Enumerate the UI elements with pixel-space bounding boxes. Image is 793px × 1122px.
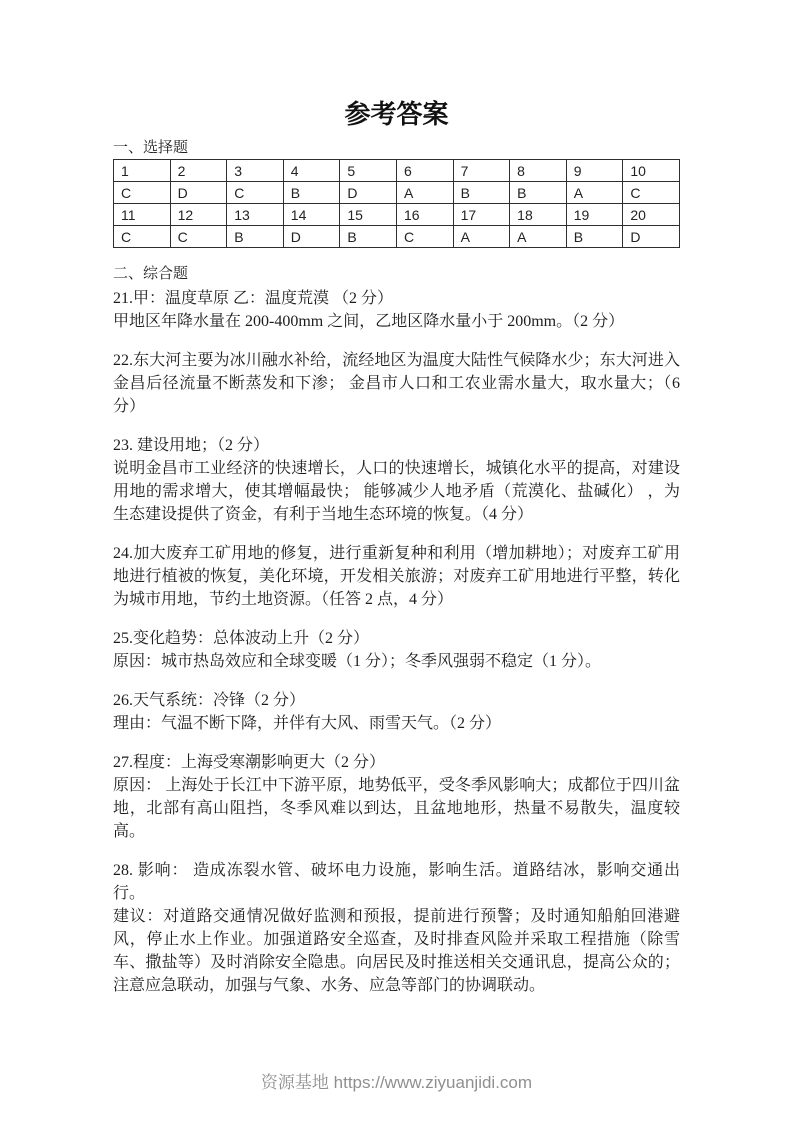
table-cell: 3 bbox=[227, 160, 284, 182]
table-cell: 9 bbox=[566, 160, 623, 182]
table-cell: A bbox=[510, 226, 567, 248]
comprehensive-answers bbox=[113, 287, 680, 997]
table-cell: D bbox=[623, 226, 680, 248]
answer-text: 22.东大河主要为冰川融水补给，流经地区为温度大陆性气候降水少；东大河进入金昌后径流量不断蒸发和下渗； 金昌市人口和工农业需水量大，取水量大；（6 分） bbox=[113, 352, 680, 415]
table-cell: 13 bbox=[227, 204, 284, 226]
table-cell: B bbox=[510, 182, 567, 204]
answer-block-27 bbox=[113, 751, 680, 843]
table-cell: A bbox=[453, 226, 510, 248]
answer-text: 建议：对道路交通情况做好监测和预报，提前进行预警；及时通知船舶回港避风，停止水上作业。加强道路安全巡查，及时排查风险并采取工程措施（除雪车、撒盐等）及时消除安全隐患。向居民及时推送相关交通讯息，提高公众的；注意应急联动，加强与气象、水务、应急等部门的协调联动。 bbox=[113, 908, 680, 994]
table-cell: A bbox=[566, 182, 623, 204]
table-cell: B bbox=[283, 182, 340, 204]
table-cell: 17 bbox=[453, 204, 510, 226]
answer-block-24 bbox=[113, 542, 680, 611]
table-cell: 8 bbox=[510, 160, 567, 182]
table-cell: 14 bbox=[283, 204, 340, 226]
table-cell: B bbox=[453, 182, 510, 204]
answer-text: 25.变化趋势：总体波动上升（2 分） bbox=[113, 630, 370, 647]
document-content bbox=[113, 0, 680, 1013]
answer-block-28 bbox=[113, 859, 680, 997]
table-cell: C bbox=[623, 182, 680, 204]
table-row bbox=[114, 182, 680, 204]
table-cell: D bbox=[170, 182, 227, 204]
table-cell: 2 bbox=[170, 160, 227, 182]
answer-block-21 bbox=[113, 287, 680, 333]
table-cell: B bbox=[340, 226, 397, 248]
table-cell: B bbox=[566, 226, 623, 248]
table-cell: 4 bbox=[283, 160, 340, 182]
table-cell: 10 bbox=[623, 160, 680, 182]
table-cell: C bbox=[114, 182, 171, 204]
table-cell: C bbox=[227, 182, 284, 204]
table-cell: 16 bbox=[396, 204, 453, 226]
table-cell: A bbox=[396, 182, 453, 204]
answer-text: 原因：城市热岛效应和全球变暖（1 分）；冬季风强弱不稳定（1 分）。 bbox=[113, 653, 602, 670]
answer-block-25 bbox=[113, 627, 680, 673]
answer-table-body bbox=[114, 160, 680, 248]
answer-block-22 bbox=[113, 349, 680, 418]
table-row bbox=[114, 204, 680, 226]
table-cell: B bbox=[227, 226, 284, 248]
table-cell: 20 bbox=[623, 204, 680, 226]
answer-text: 24.加大废弃工矿用地的修复，进行重新复种和利用（增加耕地）；对废弃工矿用地进行植被的恢复，美化环境，开发相关旅游；对废弃工矿用地进行平整，转化为城市用地，节约土地资源。（任答 2 点，4 分） bbox=[113, 545, 680, 608]
table-cell: C bbox=[114, 226, 171, 248]
table-cell: C bbox=[396, 226, 453, 248]
answer-text: 28. 影响： 造成冻裂水管、破坏电力设施，影响生活。道路结冰，影响交通出行。 bbox=[113, 862, 680, 902]
choice-answer-table bbox=[113, 159, 680, 248]
answer-text: 原因： 上海处于长江中下游平原，地势低平，受冬季风影响大；成都位于四川盆地，北部有高山阻挡，冬季风难以到达，且盆地地形，热量不易散失，温度较高。 bbox=[113, 777, 680, 840]
answer-block-26 bbox=[113, 689, 680, 735]
table-row bbox=[114, 160, 680, 182]
table-cell: 6 bbox=[396, 160, 453, 182]
table-cell: 18 bbox=[510, 204, 567, 226]
answer-text: 27.程度：上海受寒潮影响更大（2 分） bbox=[113, 754, 386, 771]
table-cell: C bbox=[170, 226, 227, 248]
table-cell: D bbox=[283, 226, 340, 248]
table-row bbox=[114, 226, 680, 248]
table-cell: 15 bbox=[340, 204, 397, 226]
table-cell: 12 bbox=[170, 204, 227, 226]
answer-text: 23. 建设用地；（2 分） bbox=[113, 437, 270, 454]
table-cell: 7 bbox=[453, 160, 510, 182]
table-cell: 19 bbox=[566, 204, 623, 226]
answer-block-23 bbox=[113, 434, 680, 526]
watermark-footer: 资源基地 https://www.ziyuanjidi.com bbox=[260, 1073, 533, 1092]
page-title: 参考答案 bbox=[344, 100, 449, 129]
table-cell: 11 bbox=[114, 204, 171, 226]
table-cell: 1 bbox=[114, 160, 171, 182]
answer-text: 说明金昌市工业经济的快速增长，人口的快速增长，城镇化水平的提高，对建设用地的需求增大，使其增幅最快； 能够减少人地矛盾（荒漠化、盐碱化） ，为生态建设提供了资金，有利于当地生态环境的恢复。（4 分） bbox=[113, 460, 680, 523]
section-heading-choice: 一、选择题 bbox=[113, 140, 189, 156]
section-heading-comprehensive: 二、综合题 bbox=[113, 266, 189, 282]
table-cell: D bbox=[340, 182, 397, 204]
answer-text: 21.甲：温度草原 乙：温度荒漠 （2 分） bbox=[113, 290, 394, 307]
answer-text: 甲地区年降水量在 200-400mm 之间，乙地区降水量小于 200mm。（2 分） bbox=[113, 313, 625, 330]
table-cell: 5 bbox=[340, 160, 397, 182]
answer-text: 26.天气系统：冷锋（2 分） bbox=[113, 692, 306, 709]
answer-text: 理由：气温不断下降，并伴有大风、雨雪天气。（2 分） bbox=[113, 715, 502, 732]
